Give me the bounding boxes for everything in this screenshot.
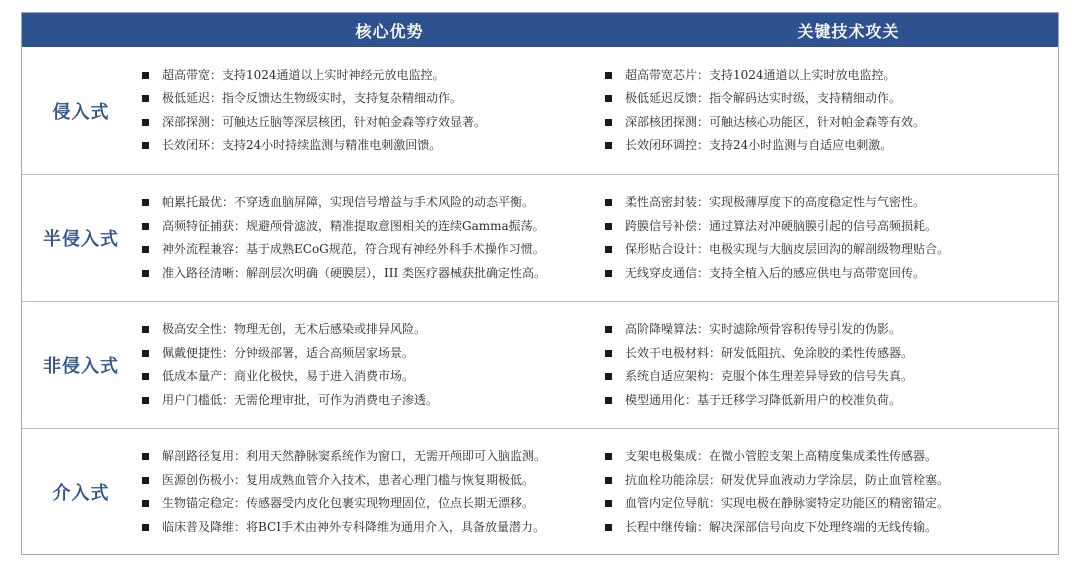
comparison-table <box>21 12 1059 555</box>
list-item-text: 极低延迟：指令反馈达生物级实时，支持复杂精细动作。 <box>162 91 463 105</box>
row-label: 非侵入式 <box>43 356 119 377</box>
row-label: 半侵入式 <box>43 229 119 250</box>
list-item <box>142 111 599 135</box>
list-item-text: 帕累托最优：不穿透血脑屏障，实现信号增益与手术风险的动态平衡。 <box>162 195 535 209</box>
square-bullet-icon <box>605 270 612 277</box>
list-item-text: 跨膜信号补偿：通过算法对冲硬脑膜引起的信号高频损耗。 <box>625 218 938 233</box>
list-item-text: 深部核团探测：可触达核心功能区，针对帕金森等有效。 <box>625 114 926 129</box>
list-item <box>605 342 1058 366</box>
list-item <box>605 191 1058 215</box>
square-bullet-icon <box>142 72 149 79</box>
square-bullet-icon <box>142 119 149 126</box>
list-item <box>142 516 599 540</box>
square-bullet-icon <box>605 373 612 380</box>
header-core-advantages: 核心优势 <box>355 21 424 41</box>
table-row <box>22 47 1058 174</box>
list-item-text: 系统自适应架构：克服个体生理差异导致的信号失真。 <box>625 369 914 383</box>
tech-cell <box>599 47 1058 174</box>
square-bullet-icon <box>605 223 612 230</box>
square-bullet-icon <box>605 397 612 404</box>
square-bullet-icon <box>142 223 149 230</box>
list-item <box>142 134 599 158</box>
list-item <box>605 365 1058 389</box>
list-item <box>142 365 599 389</box>
list-item-text: 抗血栓功能涂层：研发优异血液动力学涂层，防止血管栓塞。 <box>625 472 950 487</box>
list-item <box>142 64 599 88</box>
list-item-text: 血管内定位导航：实现电极在静脉窦特定功能区的精密锚定。 <box>625 496 950 510</box>
advantages-cell <box>140 47 599 174</box>
list-item <box>605 492 1058 516</box>
list-item-text: 极高安全性：物理无创，无术后感染或排异风险。 <box>162 322 427 336</box>
list-item-text: 长效干电极材料：研发低阻抗、免涂胶的柔性传感器。 <box>625 345 914 360</box>
square-bullet-icon <box>142 142 149 149</box>
square-bullet-icon <box>142 246 149 253</box>
list-item-text: 解剖路径复用：利用天然静脉窦系统作为窗口，无需开颅即可入脑监测。 <box>162 449 547 463</box>
list-item <box>142 191 599 215</box>
square-bullet-icon <box>142 199 149 206</box>
square-bullet-icon <box>605 95 612 102</box>
square-bullet-icon <box>605 500 612 507</box>
advantages-cell <box>140 302 599 428</box>
square-bullet-icon <box>605 246 612 253</box>
list-item-text: 准入路径清晰：解剖层次明确（硬膜层），III 类医疗器械获批确定性高。 <box>162 265 547 280</box>
header-corner <box>22 13 140 47</box>
square-bullet-icon <box>142 397 149 404</box>
square-bullet-icon <box>605 453 612 460</box>
table-row <box>22 301 1058 428</box>
row-label: 侵入式 <box>52 101 110 123</box>
list-item <box>142 262 599 286</box>
square-bullet-icon <box>605 72 612 79</box>
list-item-text: 长程中继传输：解决深部信号向皮下处理终端的无线传输。 <box>625 519 938 534</box>
square-bullet-icon <box>605 524 612 531</box>
list-item <box>605 389 1058 413</box>
tech-cell <box>599 429 1058 555</box>
square-bullet-icon <box>605 142 612 149</box>
square-bullet-icon <box>605 119 612 126</box>
list-item-text: 极低延迟反馈：指令解码达实时级，支持精细动作。 <box>625 91 902 105</box>
list-item <box>142 87 599 111</box>
list-item <box>142 342 599 366</box>
list-item-text: 用户门槛低：无需伦理审批，可作为消费电子渗透。 <box>162 392 439 407</box>
list-item <box>605 516 1058 540</box>
list-item <box>605 318 1058 342</box>
square-bullet-icon <box>142 373 149 380</box>
table-row <box>22 428 1058 555</box>
square-bullet-icon <box>605 326 612 333</box>
table-row <box>22 174 1058 301</box>
list-item <box>605 469 1058 493</box>
list-item-text: 模型通用化：基于迁移学习降低新用户的校准负荷。 <box>625 392 902 407</box>
list-item <box>605 64 1058 88</box>
list-item-text: 无线穿皮通信：支持全植入后的感应供电与高带宽回传。 <box>625 265 926 280</box>
square-bullet-icon <box>142 270 149 277</box>
tech-cell <box>599 175 1058 301</box>
list-item <box>605 215 1058 239</box>
list-item <box>605 445 1058 469</box>
list-item-text: 高频特征捕获：规避颅骨滤波，精准提取意图相关的连续Gamma振荡。 <box>162 218 545 233</box>
list-item-text: 低成本量产：商业化极快，易于进入消费市场。 <box>162 369 415 383</box>
list-item-text: 高阶降噪算法：实时滤除颅骨容积传导引发的伪影。 <box>625 322 902 336</box>
list-item <box>142 238 599 262</box>
list-item <box>605 87 1058 111</box>
square-bullet-icon <box>142 95 149 102</box>
list-item-text: 深部探测：可触达丘脑等深层核团，针对帕金森等疗效显著。 <box>162 114 487 129</box>
table-header <box>22 13 1058 47</box>
list-item-text: 长效闭环：支持24小时持续监测与精准电刺激回馈。 <box>162 138 442 152</box>
advantages-cell <box>140 175 599 301</box>
square-bullet-icon <box>142 453 149 460</box>
list-item-text: 医源创伤极小：复用成熟血管介入技术，患者心理门槛与恢复期极低。 <box>162 472 535 487</box>
tech-cell <box>599 302 1058 428</box>
list-item <box>142 492 599 516</box>
square-bullet-icon <box>142 500 149 507</box>
list-item <box>605 111 1058 135</box>
square-bullet-icon <box>605 350 612 357</box>
list-item <box>605 238 1058 262</box>
square-bullet-icon <box>605 477 612 484</box>
square-bullet-icon <box>142 524 149 531</box>
list-item-text: 支架电极集成：在微小管腔支架上高精度集成柔性传感器。 <box>625 449 938 463</box>
square-bullet-icon <box>142 350 149 357</box>
list-item-text: 超高带宽芯片：支持1024通道以上实时放电监控。 <box>625 67 896 82</box>
square-bullet-icon <box>142 477 149 484</box>
list-item <box>142 469 599 493</box>
list-item <box>142 389 599 413</box>
list-item-text: 生物锚定稳定：传感器受内皮化包裹实现物理固位，位点长期无漂移。 <box>162 496 535 510</box>
header-key-tech: 关键技术攻关 <box>797 21 900 41</box>
list-item <box>605 134 1058 158</box>
row-label: 介入式 <box>52 483 110 504</box>
list-item <box>142 215 599 239</box>
list-item <box>605 262 1058 286</box>
list-item-text: 临床普及降维：将BCI手术由神外专科降维为通用介入，具备放量潜力。 <box>162 519 545 534</box>
table-body <box>22 47 1058 555</box>
advantages-cell <box>140 429 599 555</box>
list-item-text: 柔性高密封装：实现极薄厚度下的高度稳定性与气密性。 <box>625 195 926 209</box>
square-bullet-icon <box>605 199 612 206</box>
list-item <box>142 318 599 342</box>
square-bullet-icon <box>142 326 149 333</box>
list-item-text: 长效闭环调控：支持24小时监测与自适应电刺激。 <box>625 138 893 152</box>
list-item-text: 超高带宽：支持1024通道以上实时神经元放电监控。 <box>162 67 445 82</box>
list-item <box>142 445 599 469</box>
list-item-text: 佩戴便捷性：分钟级部署，适合高频居家场景。 <box>162 345 415 360</box>
list-item-text: 保形贴合设计：电极实现与大脑皮层回沟的解剖级物理贴合。 <box>625 242 950 256</box>
list-item-text: 神外流程兼容：基于成熟ECoG规范，符合现有神经外科手术操作习惯。 <box>162 242 545 256</box>
